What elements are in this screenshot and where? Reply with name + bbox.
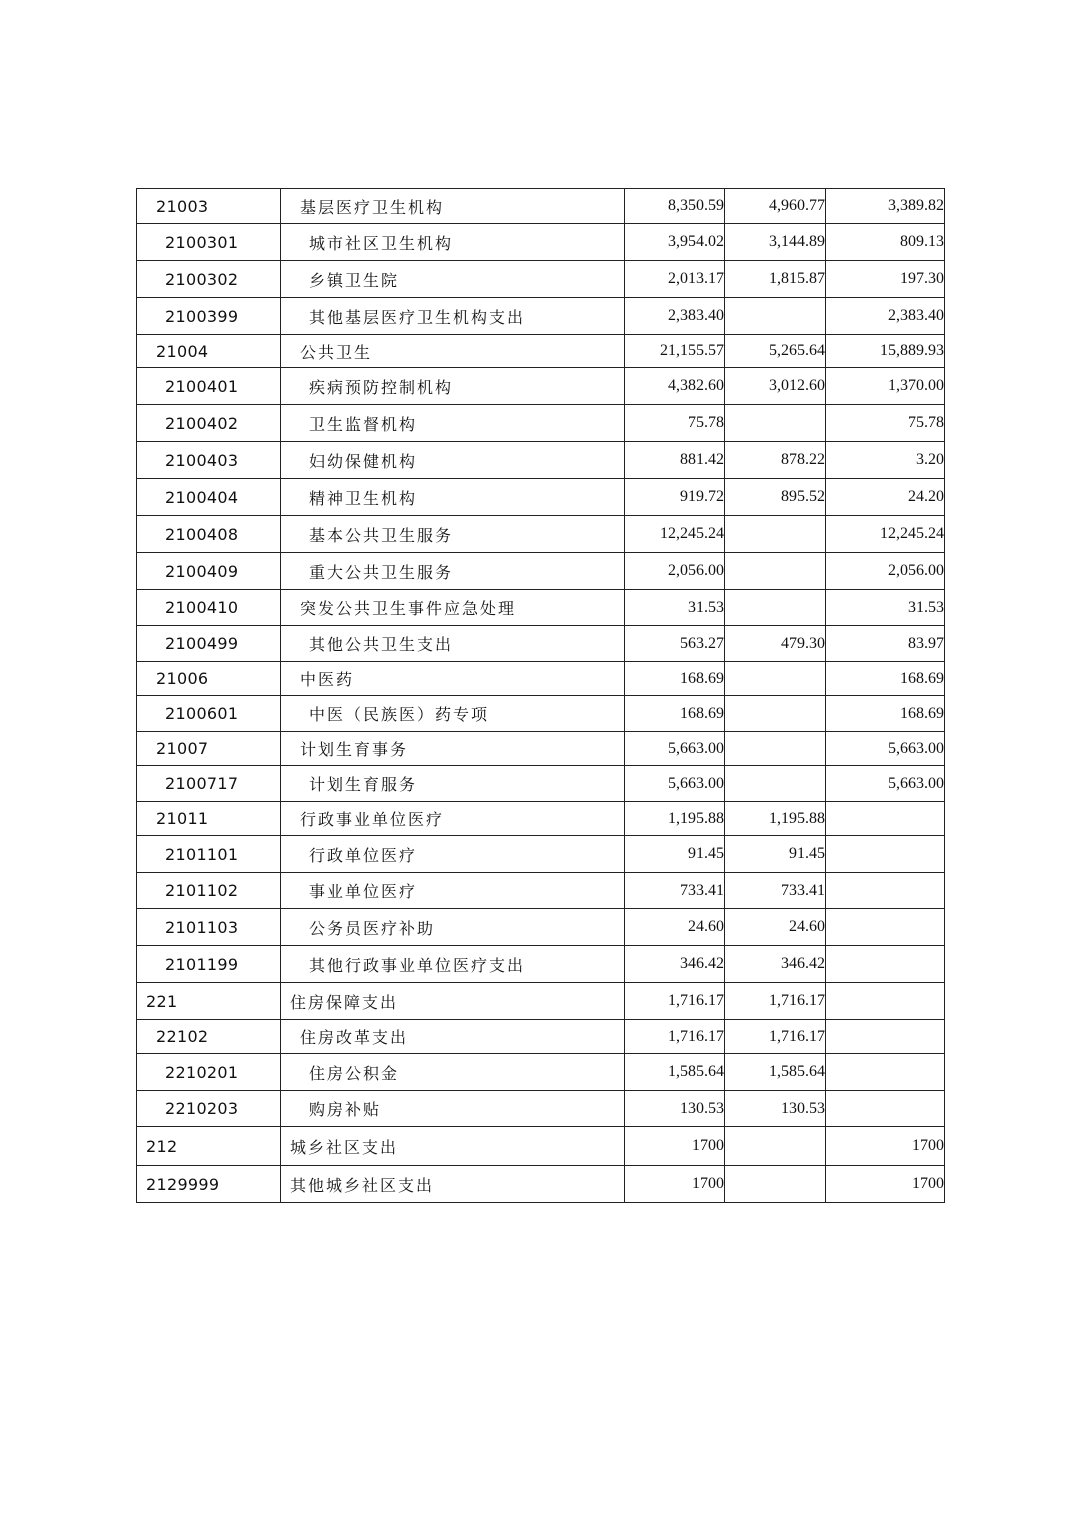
row-name: 中医药 (281, 662, 625, 696)
row-basic: 3,012.60 (725, 368, 826, 405)
row-name: 公共卫生 (281, 335, 625, 368)
row-code: 21004 (137, 335, 281, 368)
table-row (137, 405, 945, 442)
row-total: 2,013.17 (625, 261, 725, 298)
table-row (137, 696, 945, 732)
row-basic (725, 516, 826, 553)
row-basic: 1,815.87 (725, 261, 826, 298)
row-code: 2100399 (137, 298, 281, 335)
table-row (137, 553, 945, 590)
row-total: 75.78 (625, 405, 725, 442)
row-basic: 479.30 (725, 626, 826, 662)
row-project (826, 1020, 945, 1054)
row-basic (725, 732, 826, 766)
row-name: 购房补贴 (281, 1091, 625, 1127)
row-total: 881.42 (625, 442, 725, 479)
row-project: 3,389.82 (826, 189, 945, 224)
row-total: 1,195.88 (625, 802, 725, 836)
row-code: 22102 (137, 1020, 281, 1054)
row-name: 基层医疗卫生机构 (281, 189, 625, 224)
table-row (137, 1166, 945, 1203)
row-total: 130.53 (625, 1091, 725, 1127)
row-total: 2,383.40 (625, 298, 725, 335)
table-row (137, 261, 945, 298)
row-total: 5,663.00 (625, 732, 725, 766)
row-code: 2100401 (137, 368, 281, 405)
row-code: 2101199 (137, 946, 281, 983)
row-project: 12,245.24 (826, 516, 945, 553)
row-total: 168.69 (625, 696, 725, 732)
row-name: 疾病预防控制机构 (281, 368, 625, 405)
table-row (137, 590, 945, 626)
row-project: 1,370.00 (826, 368, 945, 405)
row-project: 5,663.00 (826, 732, 945, 766)
row-project (826, 1091, 945, 1127)
row-basic (725, 1166, 826, 1203)
row-basic: 3,144.89 (725, 224, 826, 261)
row-project: 168.69 (826, 662, 945, 696)
row-basic (725, 590, 826, 626)
row-code: 2100402 (137, 405, 281, 442)
row-code: 2101103 (137, 909, 281, 946)
table-row (137, 224, 945, 261)
row-total: 1,585.64 (625, 1054, 725, 1091)
row-code: 2100717 (137, 766, 281, 802)
table-row (137, 479, 945, 516)
row-name: 住房公积金 (281, 1054, 625, 1091)
row-total: 12,245.24 (625, 516, 725, 553)
row-total: 91.45 (625, 836, 725, 873)
row-project (826, 983, 945, 1020)
table-row (137, 802, 945, 836)
table-row (137, 1091, 945, 1127)
row-project (826, 946, 945, 983)
row-name: 中医（民族医）药专项 (281, 696, 625, 732)
row-project (826, 836, 945, 873)
table-row (137, 836, 945, 873)
row-name: 基本公共卫生服务 (281, 516, 625, 553)
row-code: 2100601 (137, 696, 281, 732)
row-name: 计划生育服务 (281, 766, 625, 802)
row-code: 2100403 (137, 442, 281, 479)
row-name: 其他公共卫生支出 (281, 626, 625, 662)
row-total: 2,056.00 (625, 553, 725, 590)
row-code: 2100409 (137, 553, 281, 590)
row-name: 行政事业单位医疗 (281, 802, 625, 836)
table-row (137, 1054, 945, 1091)
row-name: 公务员医疗补助 (281, 909, 625, 946)
row-project: 168.69 (826, 696, 945, 732)
table-row (137, 766, 945, 802)
row-name: 突发公共卫生事件应急处理 (281, 590, 625, 626)
row-total: 31.53 (625, 590, 725, 626)
row-name: 住房改革支出 (281, 1020, 625, 1054)
row-basic (725, 662, 826, 696)
row-name: 其他行政事业单位医疗支出 (281, 946, 625, 983)
table-row (137, 368, 945, 405)
row-project: 5,663.00 (826, 766, 945, 802)
row-basic: 130.53 (725, 1091, 826, 1127)
row-basic: 4,960.77 (725, 189, 826, 224)
row-project: 31.53 (826, 590, 945, 626)
row-code: 2100499 (137, 626, 281, 662)
row-code: 21003 (137, 189, 281, 224)
row-name: 其他基层医疗卫生机构支出 (281, 298, 625, 335)
table-row (137, 1127, 945, 1166)
row-project: 2,383.40 (826, 298, 945, 335)
row-name: 其他城乡社区支出 (281, 1166, 625, 1203)
table-row (137, 335, 945, 368)
row-total: 563.27 (625, 626, 725, 662)
row-name: 城市社区卫生机构 (281, 224, 625, 261)
row-name: 事业单位医疗 (281, 873, 625, 909)
row-basic (725, 1127, 826, 1166)
row-basic (725, 405, 826, 442)
row-basic: 5,265.64 (725, 335, 826, 368)
row-basic: 1,195.88 (725, 802, 826, 836)
row-code: 21006 (137, 662, 281, 696)
row-project (826, 802, 945, 836)
row-code: 2100404 (137, 479, 281, 516)
row-basic: 1,716.17 (725, 983, 826, 1020)
row-project: 197.30 (826, 261, 945, 298)
row-project: 75.78 (826, 405, 945, 442)
table-row (137, 298, 945, 335)
row-code: 2100301 (137, 224, 281, 261)
row-project: 3.20 (826, 442, 945, 479)
row-total: 168.69 (625, 662, 725, 696)
row-basic: 895.52 (725, 479, 826, 516)
table-row (137, 626, 945, 662)
row-basic: 346.42 (725, 946, 826, 983)
row-basic: 1,585.64 (725, 1054, 826, 1091)
row-code: 2100302 (137, 261, 281, 298)
row-name: 乡镇卫生院 (281, 261, 625, 298)
row-total: 3,954.02 (625, 224, 725, 261)
row-basic (725, 553, 826, 590)
row-project: 1700 (826, 1127, 945, 1166)
table-row (137, 189, 945, 224)
table-row (137, 946, 945, 983)
row-total: 733.41 (625, 873, 725, 909)
row-code: 2100408 (137, 516, 281, 553)
row-name: 妇幼保健机构 (281, 442, 625, 479)
table-row (137, 909, 945, 946)
table-row (137, 662, 945, 696)
table-row (137, 1020, 945, 1054)
row-project: 15,889.93 (826, 335, 945, 368)
row-basic (725, 298, 826, 335)
row-basic (725, 766, 826, 802)
row-project: 83.97 (826, 626, 945, 662)
table-row (137, 873, 945, 909)
row-basic: 1,716.17 (725, 1020, 826, 1054)
row-project: 1700 (826, 1166, 945, 1203)
row-name: 重大公共卫生服务 (281, 553, 625, 590)
row-name: 行政单位医疗 (281, 836, 625, 873)
row-code: 2100410 (137, 590, 281, 626)
table-row (137, 516, 945, 553)
row-name: 计划生育事务 (281, 732, 625, 766)
row-total: 1,716.17 (625, 1020, 725, 1054)
row-total: 1700 (625, 1127, 725, 1166)
row-total: 919.72 (625, 479, 725, 516)
row-total: 21,155.57 (625, 335, 725, 368)
table-row (137, 983, 945, 1020)
row-total: 5,663.00 (625, 766, 725, 802)
row-project (826, 909, 945, 946)
table-row (137, 442, 945, 479)
row-project: 2,056.00 (826, 553, 945, 590)
row-code: 212 (137, 1127, 281, 1166)
row-code: 2129999 (137, 1166, 281, 1203)
row-name: 城乡社区支出 (281, 1127, 625, 1166)
row-project (826, 1054, 945, 1091)
row-code: 2210203 (137, 1091, 281, 1127)
row-total: 4,382.60 (625, 368, 725, 405)
row-code: 2101101 (137, 836, 281, 873)
row-total: 8,350.59 (625, 189, 725, 224)
row-basic: 24.60 (725, 909, 826, 946)
row-total: 346.42 (625, 946, 725, 983)
row-total: 24.60 (625, 909, 725, 946)
row-name: 精神卫生机构 (281, 479, 625, 516)
row-code: 2101102 (137, 873, 281, 909)
row-project: 24.20 (826, 479, 945, 516)
table-row (137, 732, 945, 766)
row-basic: 733.41 (725, 873, 826, 909)
row-name: 卫生监督机构 (281, 405, 625, 442)
row-total: 1,716.17 (625, 983, 725, 1020)
row-code: 21007 (137, 732, 281, 766)
row-project: 809.13 (826, 224, 945, 261)
table-body (137, 189, 945, 1203)
budget-expenditure-table (136, 188, 945, 1203)
row-code: 221 (137, 983, 281, 1020)
row-basic: 878.22 (725, 442, 826, 479)
row-total: 1700 (625, 1166, 725, 1203)
row-name: 住房保障支出 (281, 983, 625, 1020)
row-code: 21011 (137, 802, 281, 836)
row-basic (725, 696, 826, 732)
row-code: 2210201 (137, 1054, 281, 1091)
row-basic: 91.45 (725, 836, 826, 873)
row-project (826, 873, 945, 909)
